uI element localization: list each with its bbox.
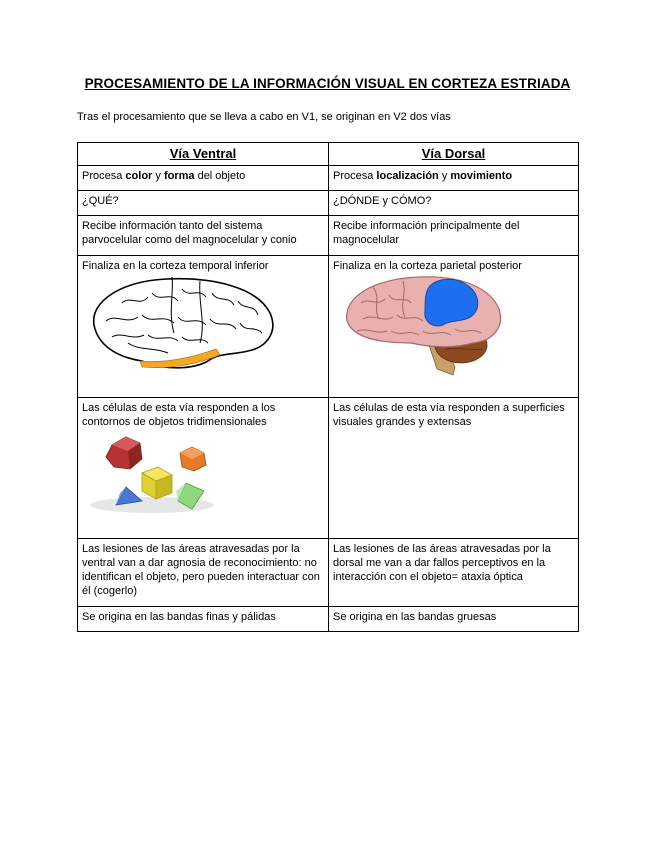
table-header-row xyxy=(78,143,579,166)
ventral-procesa: Procesa color y forma del objeto xyxy=(78,166,329,191)
dorsal-lesiones: Las lesiones de las áreas atravesadas por la dorsal me van a dar fallos perceptivos en la interacción con el objeto= ataxia óptica xyxy=(329,539,579,607)
table-row-lesiones xyxy=(78,539,579,607)
dorsal-pregunta: ¿DÓNDE y CÓMO? xyxy=(329,191,579,216)
dorsal-heading: Vía Dorsal xyxy=(421,145,486,161)
table-row-recibe xyxy=(78,216,579,256)
ventral-heading: Vía Ventral xyxy=(169,145,237,161)
ventral-origen: Se origina en las bandas finas y pálidas xyxy=(78,607,329,632)
ventral-finaliza-cell xyxy=(78,256,329,398)
dorsal-recibe: Recibe información principalmente del magnocelular xyxy=(329,216,579,256)
ventral-celulas-cell xyxy=(78,398,329,539)
dorsal-finaliza-cell xyxy=(329,256,579,398)
ventral-lesiones: Las lesiones de las áreas atravesadas por la ventral van a dar agnosia de reconocimiento: no identifican el objeto, pero pueden interactuar con él (cogerlo) xyxy=(78,539,329,607)
ventral-pregunta: ¿QUÉ? xyxy=(78,191,329,216)
ventral-finaliza: Finaliza en la corteza temporal inferior xyxy=(82,260,269,272)
table-row-procesa xyxy=(78,166,579,191)
page-title: PROCESAMIENTO DE LA INFORMACIÓN VISUAL EN CORTEZA ESTRIADA xyxy=(84,76,571,91)
ventral-brain-illustration xyxy=(82,273,282,373)
dorsal-finaliza: Finaliza en la corteza parietal posterior xyxy=(333,260,522,272)
table-row-celulas xyxy=(78,398,579,539)
ventral-heading-cell xyxy=(78,143,329,166)
3d-shapes-illustration xyxy=(82,429,222,517)
table-row-pregunta xyxy=(78,191,579,216)
dorsal-procesa: Procesa localización y movimiento xyxy=(329,166,579,191)
table-row-finaliza xyxy=(78,256,579,398)
dorsal-heading-cell xyxy=(329,143,579,166)
table-row-origen xyxy=(78,607,579,632)
dorsal-origen: Se origina en las bandas gruesas xyxy=(329,607,579,632)
dorsal-brain-illustration xyxy=(333,273,543,383)
ventral-recibe: Recibe información tanto del sistema parvocelular como del magnocelular y conio xyxy=(78,216,329,256)
dorsal-celulas: Las células de esta vía responden a superficies visuales grandes y extensas xyxy=(329,398,579,539)
comparison-table xyxy=(77,142,579,632)
intro-text: Tras el procesamiento que se lleva a cabo en V1, se originan en V2 dos vías xyxy=(77,111,451,123)
ventral-celulas: Las células de esta vía responden a los contornos de objetos tridimensionales xyxy=(82,402,276,428)
